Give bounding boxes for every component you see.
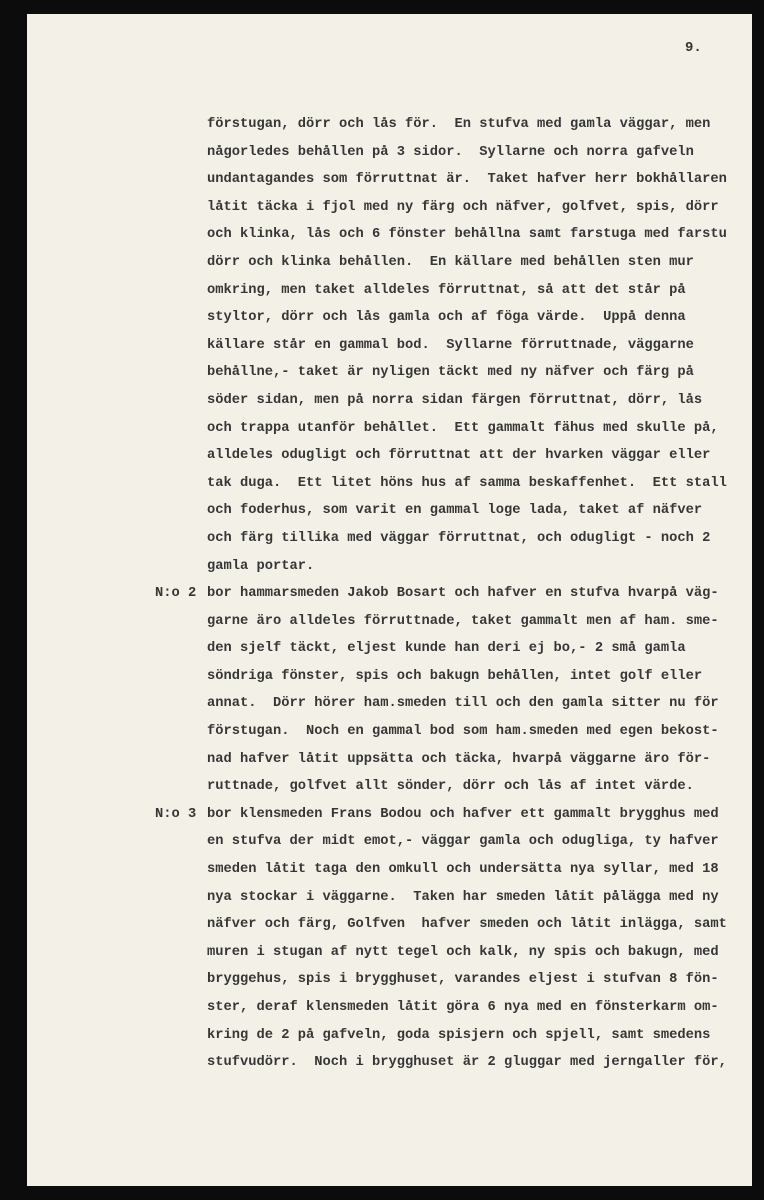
entry-number-label: N:o 3	[155, 806, 197, 822]
text-line: källare står en gammal bod. Syllarne förruttnade, väggarne	[207, 337, 694, 353]
text-line: söder sidan, men på norra sidan färgen förruttnat, dörr, lås	[207, 392, 703, 408]
text-line: tak duga. Ett litet höns hus af samma beskaffenhet. Ett stall	[207, 475, 727, 491]
text-line: annat. Dörr hörer ham.smeden till och den gamla sitter nu för	[207, 696, 719, 712]
text-line: undantagandes som förruttnat är. Taket hafver herr bokhållaren	[207, 172, 727, 188]
text-line: någorledes behållen på 3 sidor. Syllarne och norra gafveln	[207, 144, 694, 160]
text-line: stufvudörr. Noch i brygghuset är 2 gluggar med jerngaller för,	[207, 1055, 727, 1071]
document-body	[155, 111, 747, 1077]
text-line: gamla portar.	[207, 558, 315, 574]
text-line: kring de 2 på gafveln, goda spisjern och spjell, samt smedens	[207, 1027, 711, 1043]
text-line: garne äro alldeles förruttnade, taket gammalt men af ham. sme-	[207, 613, 719, 629]
text-line: och klinka, lås och 6 fönster behållna samt farstuga med farstu	[207, 227, 727, 243]
text-line: och trappa utanför behållet. Ett gammalt fähus med skulle på,	[207, 420, 719, 436]
text-line: bor hammarsmeden Jakob Bosart och hafver en stufva hvarpå väg-	[207, 586, 719, 602]
text-line: smeden låtit taga den omkull och undersätta nya syllar, med 18	[207, 862, 719, 878]
text-line: näfver och färg, Golfven hafver smeden och låtit inlägga, samt	[207, 917, 727, 933]
text-line: styltor, dörr och lås gamla och af föga värde. Uppå denna	[207, 310, 686, 326]
text-line: den sjelf täckt, eljest kunde han deri ej bo,- 2 små gamla	[207, 641, 686, 657]
text-line: nad hafver låtit uppsätta och täcka, hvarpå väggarne äro för-	[207, 751, 711, 767]
text-line: muren i stugan af nytt tegel och kalk, ny spis och bakugn, med	[207, 944, 719, 960]
text-line: söndriga fönster, spis och bakugn behållen, intet golf eller	[207, 668, 703, 684]
text-line: förstugan, dörr och lås för. En stufva med gamla väggar, men	[207, 117, 711, 132]
text-line: dörr och klinka behållen. En källare med behållen sten mur	[207, 254, 694, 270]
text-line: ster, deraf klensmeden låtit göra 6 nya med en fönsterkarm om-	[207, 1000, 719, 1015]
text-line: förstugan. Noch en gammal bod som ham.smeden med egen bekost-	[207, 724, 719, 740]
text-line: en stufva der midt emot,- väggar gamla och odugliga, ty hafver	[207, 834, 719, 850]
page-number: 9.	[685, 40, 702, 56]
text-line: och foderhus, som varit en gammal loge lada, taket af näfver	[207, 503, 703, 519]
paragraph-no-3	[155, 801, 747, 1077]
text-line: och färg tillika med väggar förruttnat, och odugligt - noch 2	[207, 530, 711, 546]
text-line: låtit täcka i fjol med ny färg och näfver, golfvet, spis, dörr	[207, 199, 719, 215]
text-line: bor klensmeden Frans Bodou och hafver ett gammalt brygghus med	[207, 806, 719, 822]
text-line: alldeles odugligt och förruttnat att der hvarken väggar eller	[207, 448, 711, 464]
text-line: ruttnade, golfvet allt sönder, dörr och lås af intet värde.	[207, 779, 694, 795]
text-line: nya stockar i väggarne. Taken har smeden låtit pålägga med ny	[207, 889, 719, 905]
paragraph-1	[207, 111, 747, 580]
entry-number-label: N:o 2	[155, 586, 197, 602]
text-line: omkring, men taket alldeles förruttnat, så att det står på	[207, 282, 686, 298]
text-line: behållne,- taket är nyligen täckt med ny näfver och färg på	[207, 365, 694, 381]
document-page	[27, 14, 752, 1186]
text-line: bryggehus, spis i brygghuset, varandes eljest i stufvan 8 fön-	[207, 972, 719, 988]
paragraph-no-2	[155, 580, 747, 801]
